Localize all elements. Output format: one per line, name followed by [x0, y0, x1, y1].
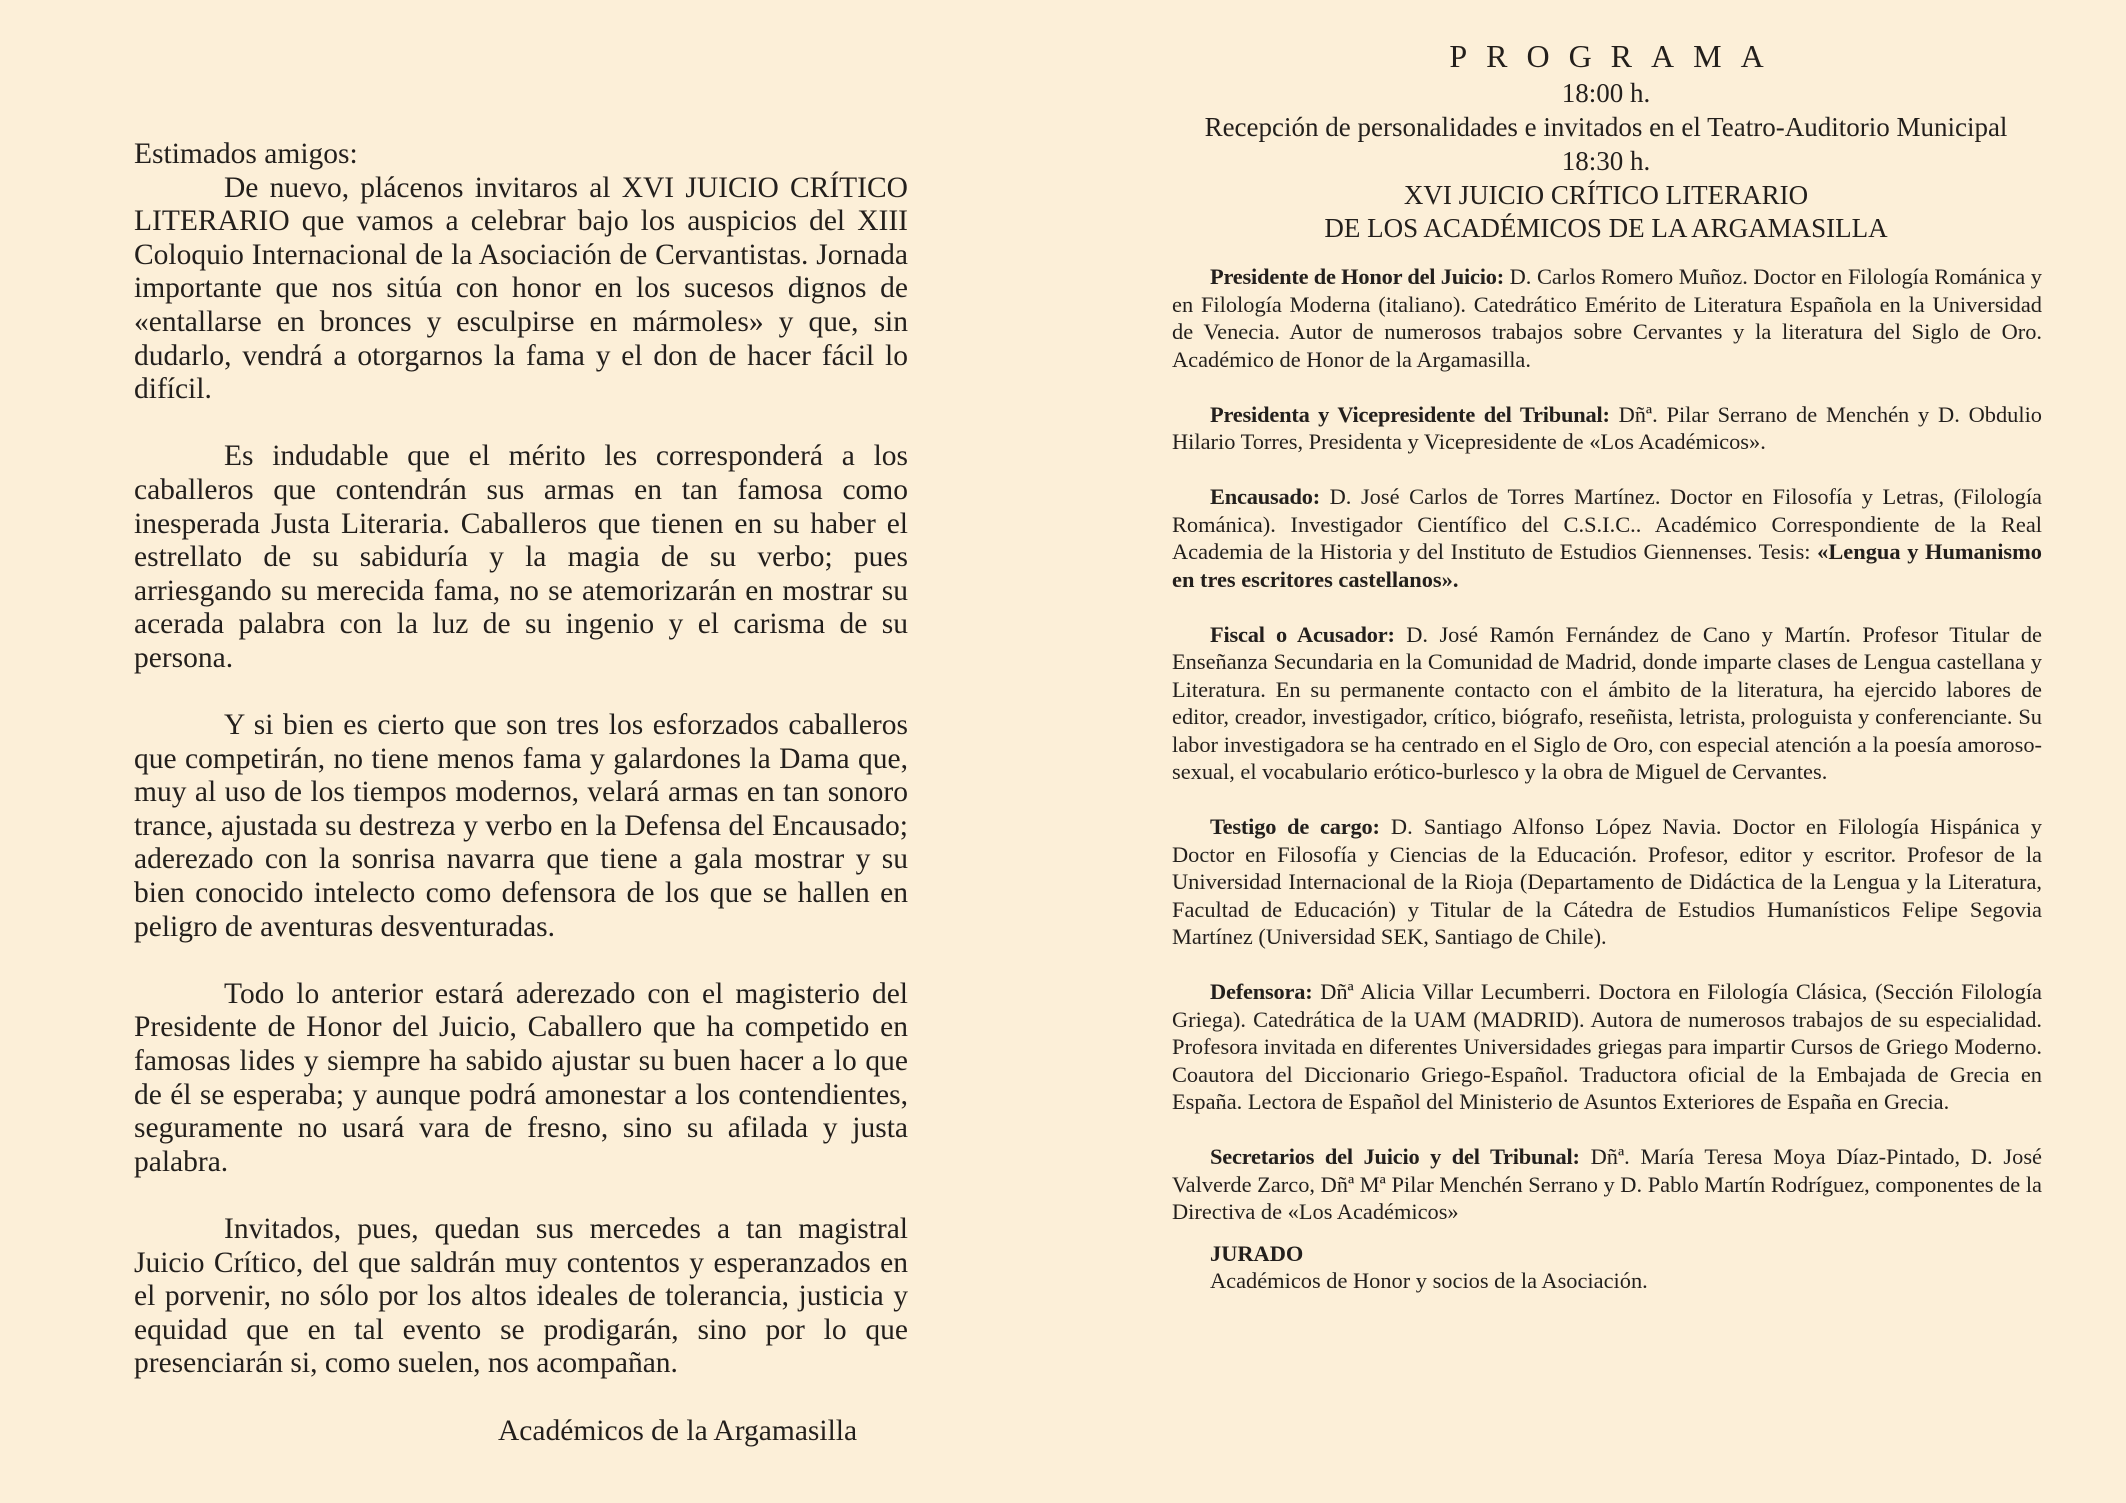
schedule-event-1: Recepción de personalidades e invitados en el Teatro-Auditorio Municipal	[1204, 112, 2008, 142]
letter-greeting: Estimados amigos:	[134, 138, 358, 170]
letter-paragraph: De nuevo, plácenos invitaros al XVI JUICIO CRÍTICO LITERARIO que vamos a celebrar bajo los auspicios del XIII Coloquio Internacional de la Asociación de Cervantistas. Jornada importante que nos sitúa con honor en los sucesos dignos de «entallarse en bronces y esculpirse en mármoles» y que, sin dudarlo, vendrá a otorgarnos la fama y el don de hacer fácil lo difícil.	[134, 171, 908, 406]
participant-entry	[1172, 813, 2042, 951]
participant-description: Dñª. María Teresa Moya Díaz-Pintado, D. José Valverde Zarco, Dñª Mª Pilar Menchén Serrano y D. Pablo Martín Rodríguez, componentes de la Directiva de «Los Académicos»	[1172, 1144, 2042, 1224]
letter-signature: Académicos de la Argamasilla	[498, 1414, 858, 1447]
participant-role: Defensora:	[1210, 979, 1313, 1004]
programme-header	[1168, 36, 2044, 245]
participant-role: Fiscal o Acusador:	[1210, 621, 1395, 647]
participant-entry	[1172, 1143, 2042, 1226]
programme-column	[1172, 36, 2042, 1295]
letter-paragraph: Es indudable que el mérito les corresponderá a los caballeros que contendrán sus armas en tan famosa como inesperada Justa Literaria. Caballeros que tienen en su haber el estrellato de su sabiduría y la magia de su verbo; pues arriesgando su merecida fama, no se atemorizarán en mostrar su acerada palabra con la luz de su ingenio y el carisma de su persona.	[134, 440, 908, 674]
schedule-event-2-line-2: DE LOS ACADÉMICOS DE LA ARGAMASILLA	[1324, 213, 1888, 243]
participant-role: Encausado:	[1210, 484, 1320, 509]
invitation-letter	[134, 138, 908, 1448]
letter-paragraph: Y si bien es cierto que son tres los esforzados caballeros que competirán, no tiene menos fama y galardones la Dama que, muy al uso de los tiempos modernos, velará armas en tan sonoro trance, ajustada su destreza y verbo en la Defensa del Encausado; aderezado con la sonrisa navarra que tiene a gala mostrar y su bien conocido intelecto como defensora de los que se hallen en peligro de aventuras desventuradas.	[134, 709, 908, 943]
participant-entry	[1172, 263, 2042, 373]
participants-list	[1172, 263, 2042, 1295]
participant-role: Secretarios del Juicio y del Tribunal:	[1210, 1144, 1580, 1169]
participant-description: D. José Ramón Fernández de Cano y Martín. Profesor Titular de Enseñanza Secundaria en la Comunidad de Madrid, donde imparte clases de Lengua castellana y Literatura. En su permanente contacto con el ámbito de la literatura, ha ejercido labores de editor, creador, investigador, crítico, biógrafo, reseñista, letrista, prologuista y conferenciante. Su labor investigadora se ha centrado en el Siglo de Oro, con especial atención a la poesía amoroso-sexual, el vocabulario erótico-burlesco y la obra de Miguel de Cervantes.	[1172, 621, 2042, 784]
participant-entry	[1172, 483, 2042, 593]
jury-heading: JURADO	[1210, 1240, 1304, 1266]
participant-description: D. Santiago Alfonso López Navia. Doctor en Filología Hispánica y Doctor en Filosofía y Ciencias de la Educación. Profesor, editor y escritor. Profesor de la Universidad Internacional de la Rioja (Departamento de Didáctica de la Lengua y la Literatura, Facultad de Educación) y Titular de la Cátedra de Estudios Humanísticos Felipe Segovia Martínez (Universidad SEK, Santiago de Chile).	[1172, 814, 2042, 949]
schedule-time-1: 18:00 h.	[1561, 78, 1651, 108]
participant-description: Dñª Alicia Villar Lecumberri. Doctora en Filología Clásica, (Sección Filología Griega). Catedrática de la UAM (MADRID). Autora de numerosos trabajos de su especialidad. Profesora invitada en diferentes Universidades griegas para impartir Cursos de Griego Moderno. Coautora del Diccionario Griego-Español. Traductora oficial de la Embajada de Grecia en España. Lectora de Español del Ministerio de Asuntos Exteriores de España en Grecia.	[1172, 979, 2042, 1114]
participant-role: Testigo de cargo:	[1210, 814, 1380, 839]
jury-description: Académicos de Honor y socios de la Asociación.	[1210, 1268, 1648, 1293]
participant-entry	[1172, 621, 2042, 786]
participant-description: D. José Carlos de Torres Martínez. Doctor en Filosofía y Letras, (Filología Románica). Investigador Científico del C.S.I.C.. Académico Correspondiente de la Real Academia de la Historia y del Instituto de Estudios Giennenses. Tesis:	[1172, 484, 2042, 564]
participant-description: Dñª. Pilar Serrano de Menchén y D. Obdulio Hilario Torres, Presidenta y Vicepresidente de «Los Académicos».	[1172, 401, 2042, 454]
participant-role: Presidenta y Vicepresidente del Tribunal:	[1210, 401, 1610, 427]
schedule-event-2-line-1: XVI JUICIO CRÍTICO LITERARIO	[1403, 180, 1809, 210]
programme-title: PROGRAMA	[1449, 38, 1783, 74]
participant-entry	[1172, 401, 2042, 456]
participant-description: D. Carlos Romero Muñoz. Doctor en Filología Románica y en Filología Moderna (italiano). Catedrático Emérito de Literatura Española en la Universidad de Venecia. Autor de numerosos trabajos sobre Cervantes y la literatura del Siglo de Oro. Académico de Honor de la Argamasilla.	[1172, 264, 2042, 372]
participant-entry	[1172, 978, 2042, 1116]
letter-paragraph: Invitados, pues, quedan sus mercedes a tan magistral Juicio Crítico, del que saldrán muy contentos y esperanzados en el porvenir, no sólo por los altos ideales de tolerancia, justicia y equidad que en tal evento se prodigarán, sino por lo que presenciarán si, como suelen, nos acompañan.	[134, 1213, 908, 1380]
letter-paragraph: Todo lo anterior estará aderezado con el magisterio del Presidente de Honor del Juicio, Caballero que ha competido en famosas lides y siempre ha sabido ajustar su buen hacer a lo que de él se esperaba; y aunque podrá amonestar a los contendientes, seguramente no usará vara de fresno, sino su afilada y justa palabra.	[134, 977, 908, 1178]
participant-role: Presidente de Honor del Juicio:	[1210, 264, 1505, 289]
schedule-time-2: 18:30 h.	[1561, 146, 1651, 176]
thesis-title: «Lengua y Humanismo en tres escritores castellanos».	[1172, 539, 2042, 592]
